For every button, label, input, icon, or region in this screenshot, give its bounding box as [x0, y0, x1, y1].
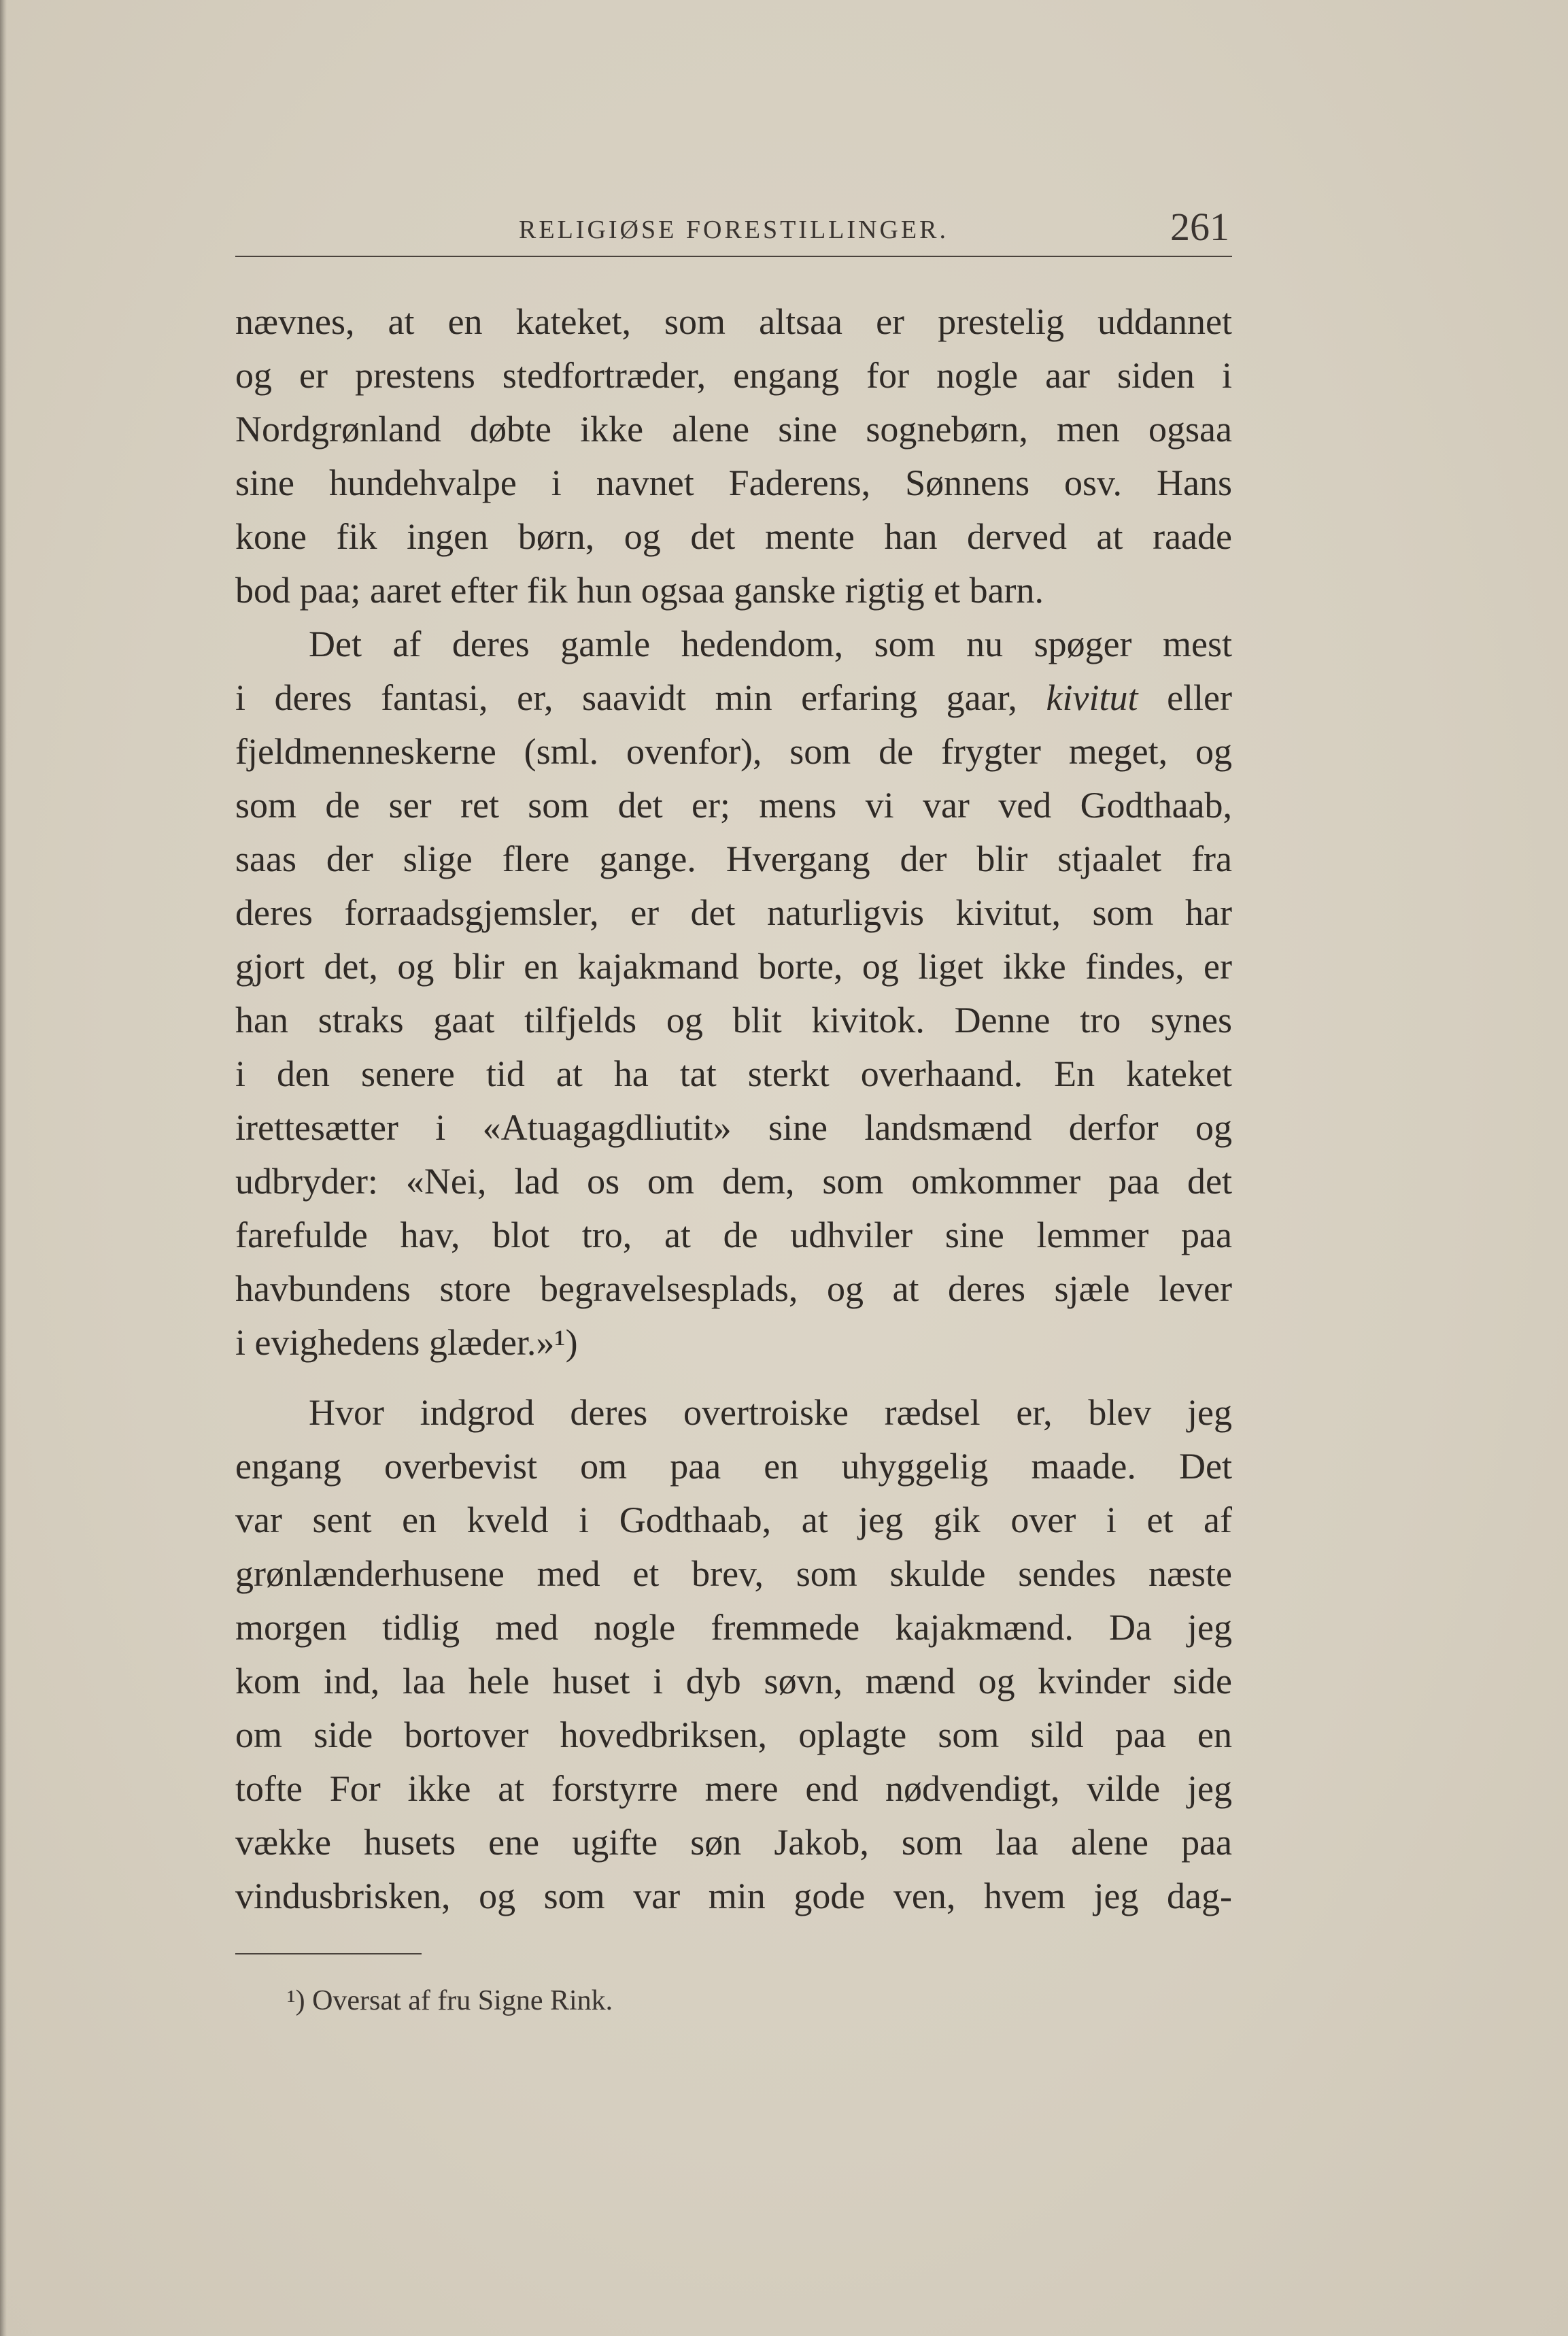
footnote-rule	[235, 1953, 422, 1954]
text-line: Nordgrønland døbte ikke alene sine sognebørn, men ogsaa	[235, 409, 1232, 450]
text-line: i den senere tid at ha tat sterkt overhaand. En kateket	[235, 1053, 1232, 1094]
text-line: morgen tidlig med nogle fremmede kajakmænd. Da jeg	[235, 1607, 1232, 1648]
text-line: kom ind, laa hele huset i dyb søvn, mænd og kvinder side	[235, 1661, 1232, 1702]
body-text	[235, 295, 1232, 1923]
text-line: nævnes, at en kateket, som altsaa er prestelig uddannet	[235, 301, 1232, 342]
running-title: RELIGIØSE FORESTILLINGER.	[519, 216, 949, 244]
text-line: kone fik ingen børn, og det mente han derved at raade	[235, 516, 1232, 557]
page-number: 261	[1170, 205, 1229, 249]
text-line: irettesætter i «Atuagagdliutit» sine landsmænd derfor og	[235, 1107, 1232, 1148]
footnote-text: Oversat af fru Signe Rink.	[312, 1985, 613, 2016]
text-line	[235, 1316, 1232, 1370]
text-line: saas der slige flere gange. Hvergang der blir stjaalet fra	[235, 839, 1232, 879]
text-line: tofte For ikke at forstyrre mere end nødvendigt, vilde jeg	[235, 1768, 1232, 1809]
footnote-marker: ¹)	[287, 1985, 305, 2016]
text-line: gjort det, og blir en kajakmand borte, og liget ikke findes, er	[235, 946, 1232, 987]
text-line: vække husets ene ugifte søn Jakob, som laa alene paa	[235, 1822, 1232, 1863]
text-line: bod paa; aaret efter fik hun ogsaa ganske rigtig et barn.	[235, 570, 1044, 611]
text-line: deres forraadsgjemsler, er det naturligvis kivitut, som har	[235, 892, 1232, 933]
text-line: vindusbrisken, og som var min gode ven, hvem jeg dag-	[235, 1876, 1232, 1916]
page-header	[235, 204, 1232, 258]
text-span: i deres fantasi, er, saavidt min erfaring gaar,	[235, 677, 1017, 718]
text-line: engang overbevist om paa en uhyggelig maade. Det	[235, 1446, 1232, 1487]
text-line: udbryder: «Nei, lad os om dem, som omkommer paa det	[235, 1161, 1232, 1202]
text-span: eller	[1167, 677, 1232, 718]
footnote-reference: ¹)	[554, 1322, 578, 1363]
text-line: var sent en kveld i Godthaab, at jeg gik over i et af	[235, 1500, 1232, 1540]
text-line: sine hundehvalpe i navnet Faderens, Sønnens osv. Hans	[235, 462, 1232, 503]
text-line: og er prestens stedfortræder, engang for nogle aar siden i	[235, 355, 1232, 396]
text-line: fjeldmenneskerne (sml. ovenfor), som de frygter meget, og	[235, 731, 1232, 772]
italic-term: kivitut	[1046, 677, 1138, 718]
footnote	[287, 1983, 613, 2018]
text-line: som de ser ret som det er; mens vi var ved Godthaab,	[235, 785, 1232, 826]
header-rule	[235, 256, 1232, 257]
text-line	[235, 671, 1232, 725]
paragraph-gap	[235, 1370, 1232, 1386]
text-span: i evighedens glæder.»	[235, 1322, 555, 1363]
text-line: Hvor indgrod deres overtroiske rædsel er, blev jeg	[309, 1392, 1232, 1433]
text-line: havbundens store begravelsesplads, og at deres sjæle lever	[235, 1268, 1232, 1309]
text-line: om side bortover hovedbriksen, oplagte som sild paa en	[235, 1714, 1232, 1755]
text-line: grønlænderhusene med et brev, som skulde sendes næste	[235, 1553, 1232, 1594]
text-line: farefulde hav, blot tro, at de udhviler sine lemmer paa	[235, 1215, 1232, 1255]
text-line: han straks gaat tilfjelds og blit kivitok. Denne tro synes	[235, 1000, 1232, 1040]
page-binding-edge	[0, 0, 7, 2336]
text-line: Det af deres gamle hedendom, som nu spøger mest	[309, 624, 1232, 664]
